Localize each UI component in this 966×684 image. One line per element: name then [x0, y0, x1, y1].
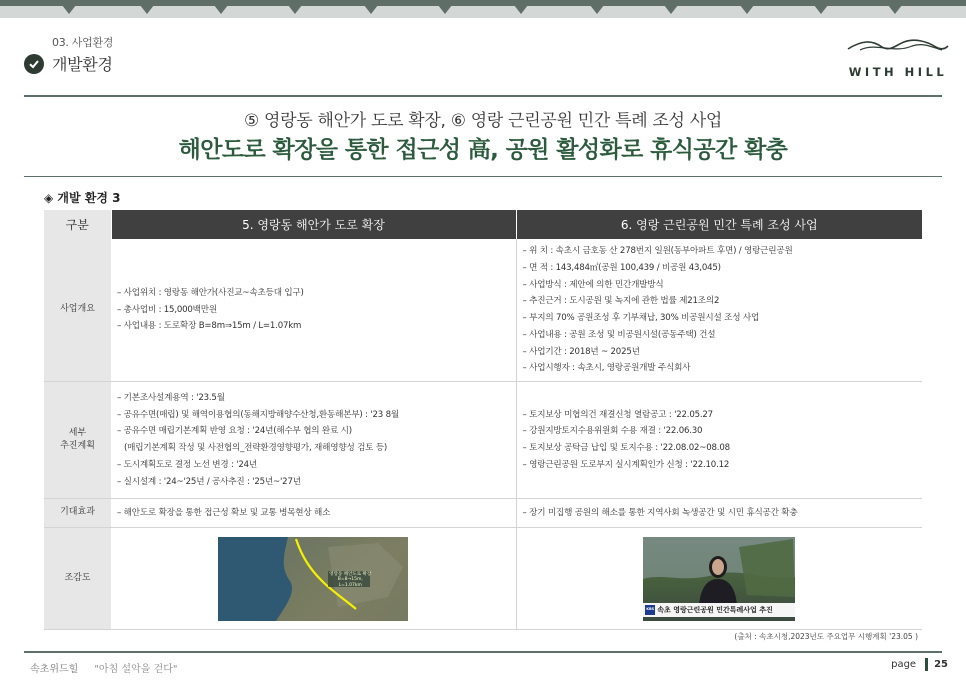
list-item: – 사업위치 : 영랑동 해안가(사진교~속초등대 입구) [117, 287, 304, 298]
row-label-detail-line-1: 세부 [68, 427, 87, 438]
list-item: – 면 적 : 143,484㎡(공원 100,439 / 비공원 43,045) [522, 262, 721, 273]
list-item: – 부지의 70% 공원조성 후 기부채납, 30% 비공원시설 조성 사업 [522, 313, 760, 323]
logo-mountain-icon [846, 36, 950, 56]
source-note: (출처 : 속초시청,2023년도 주요업무 시행계획 '23.05 ) [734, 632, 918, 641]
with-hill-logo [846, 36, 950, 79]
section-header [24, 34, 113, 75]
map-caption-line-1: 영랑동 해안도로 확장 [329, 571, 372, 577]
row-label-expected-effect: 기대효과 [44, 499, 111, 528]
list-item: – 사업기간 : 2018년 ~ 2025년 [522, 346, 640, 357]
detail-project-5 [111, 382, 516, 499]
page-indicator [891, 658, 948, 671]
news-caption: 속초 영랑근린공원 민간특례사업 추진 [657, 605, 773, 614]
logo-text: WITH HILL [848, 65, 948, 79]
check-circle-icon [24, 54, 44, 74]
footer-divider [24, 651, 942, 653]
environment-label: ◈ 개발 환경 3 [44, 191, 121, 205]
section-title: 개발환경 [52, 55, 113, 74]
list-item: – 강원지방토지수용위원회 수용 재결 : '22.06.30 [522, 426, 703, 437]
page-subtitle: ⑤ 영랑동 해안가 도로 확장, ⑥ 영랑 근린공원 민간 특례 조성 사업 [243, 111, 723, 131]
overview-project-5 [111, 239, 516, 382]
column-header-category: 구분 [44, 210, 111, 239]
page-divider-bar [925, 658, 928, 671]
list-item: – 사업내용 : 공원 조성 및 비공원시설(공동주택) 건설 [522, 329, 716, 340]
table-row [44, 239, 922, 382]
footer-slogan: "아침 설악을 걷다" [94, 664, 178, 675]
list-item: – 실시설계 : '24~'25년 / 공사추진 : '25년~'27년 [117, 476, 301, 487]
list-item: – 사업내용 : 도로확장 B=8m⇒15m / L=1.07km [117, 321, 302, 332]
row-label-overview: 사업개요 [44, 239, 111, 382]
header-divider [24, 95, 942, 97]
footer-brand [30, 660, 178, 675]
list-item: – 총사업비 : 15,000백만원 [117, 304, 217, 315]
list-item: (매립기본계획 작성 및 사전협의_전략환경영향평가, 재해영향성 검토 등) [124, 443, 388, 453]
effect-project-5 [111, 499, 516, 528]
map-caption-line-2: B=8→15m, L=1.07km [337, 577, 363, 588]
title-divider [24, 176, 942, 177]
list-item: – 토지보상 미협의건 재결신청 열람공고 : '22.05.27 [522, 409, 713, 420]
column-header-project-6: 6. 영랑 근린공원 민간 특례 조성 사업 [516, 210, 922, 239]
list-item: – 추진근거 : 도시공원 및 녹지에 관한 법률 제21조의2 [522, 296, 720, 307]
top-decorative-band [0, 0, 966, 18]
map-project-5 [111, 528, 516, 630]
list-item: – 도시계획도로 결정 노선 변경 : '24년 [117, 459, 258, 470]
list-item: – 영랑근린공원 도로부지 실시계획인가 신청 : '22.10.12 [522, 459, 730, 470]
list-item: – 장기 미집행 공원의 해소를 통한 지역사회 녹생공간 및 시민 휴식공간 확충 [522, 507, 798, 518]
list-item: – 공유수면(매립) 및 해역이용협의(동해지방해양수산청,환동해본부) : '23 8월 [117, 409, 399, 420]
list-item: – 사업방식 : 제안에 의한 민간개발방식 [522, 279, 664, 290]
list-item: – 위 치 : 속초시 금호동 산 278번지 일원(동부아파트 후면) / 영랑근린공원 [522, 246, 793, 256]
column-header-project-5: 5. 영랑동 해안가 도로 확장 [111, 210, 516, 239]
table-header-row [44, 210, 922, 239]
page-headline: 해안도로 확장을 통한 접근성 高, 공원 활성화로 휴식공간 확충 [178, 137, 788, 163]
aerial-map-image [218, 537, 408, 621]
page-number: 25 [934, 659, 948, 670]
list-item: – 사업시행자 : 속초시, 영랑공원개발 주식회사 [522, 363, 691, 374]
map-project-6 [516, 528, 922, 630]
kbs-logo: KBS [646, 606, 655, 611]
page-label: page [891, 659, 917, 670]
list-item: – 토지보상 공탁금 납입 및 토지수용 : '22.08.02~08.08 [522, 443, 730, 453]
table-row [44, 499, 922, 528]
table-row [44, 528, 922, 630]
section-number: 03. 사업환경 [52, 36, 114, 49]
list-item: – 공유수면 매립기본계획 반영 요청 : '24년(해수부 협의 완료 시) [117, 426, 352, 437]
footer-brand-name: 속초위드힐 [30, 664, 79, 675]
effect-project-6 [516, 499, 922, 528]
news-screenshot-image [643, 537, 795, 621]
table-row [44, 382, 922, 499]
list-item: – 기본조사설계용역 : '23.5월 [117, 392, 225, 403]
row-label-bird-eye-view: 조감도 [44, 528, 111, 630]
row-label-detail-plan [44, 382, 111, 499]
list-item: – 해안도로 확장을 통한 접근성 확보 및 교통 병목현상 해소 [117, 507, 331, 518]
detail-project-6 [516, 382, 922, 499]
row-label-detail-line-2: 추진계획 [60, 441, 95, 451]
development-environment-table [44, 210, 922, 630]
overview-project-6 [516, 239, 922, 382]
